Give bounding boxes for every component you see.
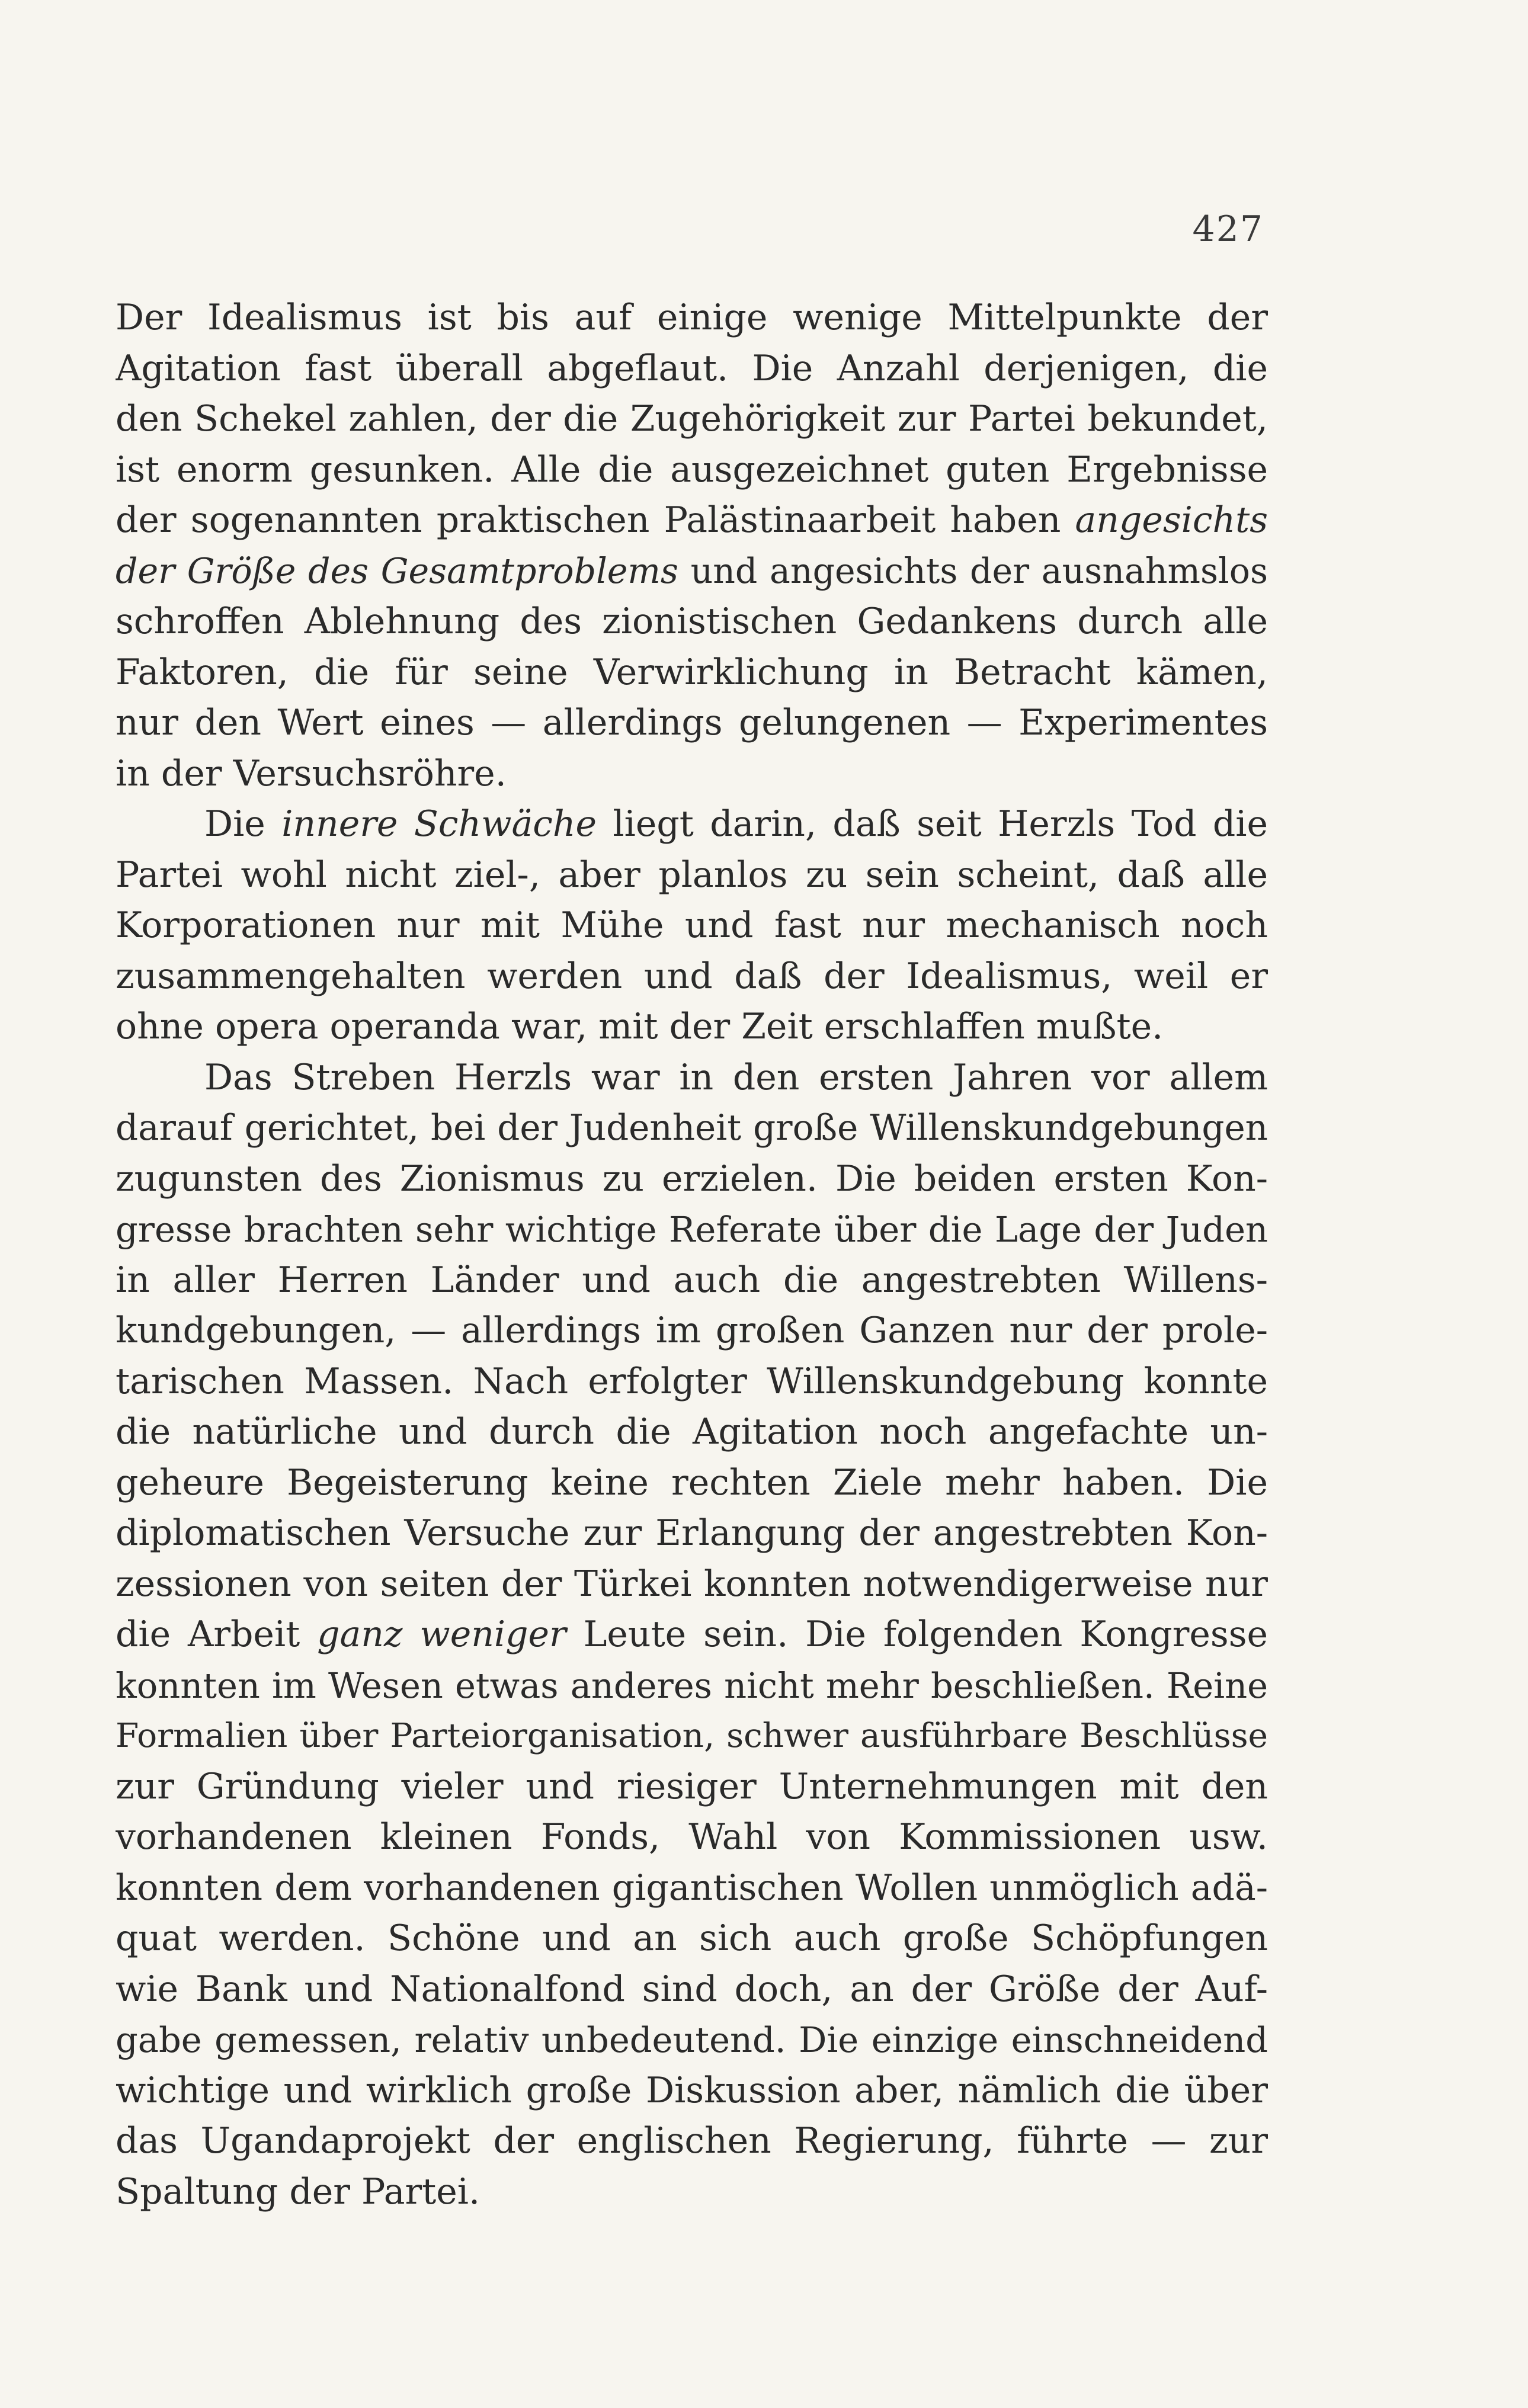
text-segment: Der Idealismus ist bis auf einige wenige Mittelpunkte der	[116, 297, 1268, 338]
page-number: 427	[1192, 209, 1264, 250]
text-segment: zur Gründung vieler und riesiger Unternehmungen mit den	[116, 1765, 1268, 1807]
text-segment: darauf gerichtet, bei der Judenheit große Willenskundgebungen	[116, 1108, 1268, 1149]
text-line	[116, 2015, 1268, 2066]
text-line	[116, 1711, 1268, 1762]
text-line	[116, 445, 1268, 496]
text-segment: den Schekel zahlen, der die Zugehörigkeit zur Partei bekundet,	[116, 398, 1268, 440]
italic-text: ganz weniger	[317, 1614, 566, 1655]
text-segment: Agitation fast überall abgeflaut. Die Anzahl derjenigen, die	[116, 347, 1268, 389]
text-segment: der sogenannten praktischen Palästinaarbeit haben	[116, 499, 1075, 541]
text-segment: tarischen Massen. Nach erfolgter Willenskundgebung konnte	[116, 1360, 1268, 1402]
text-line	[116, 597, 1268, 647]
text-segment: gresse brachten sehr wichtige Referate über die Lage der Juden	[116, 1209, 1268, 1250]
text-segment: schroffen Ablehnung des zionistischen Gedankens durch alle	[116, 601, 1268, 642]
text-segment: in der Versuchsröhre.	[116, 752, 507, 794]
text-line	[116, 900, 1268, 951]
text-line	[116, 1103, 1268, 1154]
text-segment: quat werden. Schöne und an sich auch große Schöpfungen	[116, 1918, 1268, 1959]
text-line	[116, 1863, 1268, 1914]
text-line	[116, 1255, 1268, 1306]
text-segment: liegt darin, daß seit Herzls Tod die	[597, 803, 1268, 845]
text-segment: Die	[204, 803, 282, 845]
italic-text: angesichts	[1075, 499, 1268, 541]
text-segment: diplomatischen Versuche zur Erlangung der angestrebten Kon-	[116, 1512, 1268, 1554]
text-segment: und angesichts der ausnahmslos	[678, 550, 1268, 591]
text-line	[116, 850, 1268, 901]
text-segment: gabe gemessen, relativ unbedeutend. Die einzige einschneidend	[116, 2019, 1268, 2060]
text-segment: Formalien über Parteiorganisation, schwer ausführbare Beschlüsse	[116, 1717, 1268, 1755]
text-line	[116, 293, 1268, 344]
text-line	[116, 1306, 1268, 1357]
text-segment: ist enorm gesunken. Alle die ausgezeichnet guten Ergebnisse	[116, 448, 1268, 490]
body-text	[116, 293, 1268, 2217]
text-segment: zugunsten des Zionismus zu erzielen. Die beiden ersten Kon-	[116, 1157, 1268, 1200]
text-line	[116, 647, 1268, 698]
text-segment: konnten dem vorhandenen gigantischen Wollen unmöglich adä-	[116, 1867, 1268, 1909]
text-segment: geheure Begeisterung keine rechten Ziele mehr haben. Die	[116, 1461, 1268, 1503]
text-line	[116, 495, 1268, 546]
text-line	[116, 2167, 1268, 2218]
text-segment: konnten im Wesen etwas anderes nicht mehr beschließen. Reine	[116, 1665, 1268, 1706]
text-line	[116, 1812, 1268, 1863]
text-line	[116, 2116, 1268, 2167]
text-segment: in aller Herren Länder und auch die angestrebten Willens-	[116, 1259, 1268, 1301]
text-line	[116, 1002, 1268, 1053]
text-line	[116, 1407, 1268, 1458]
text-line	[116, 799, 1268, 850]
text-line	[116, 546, 1268, 597]
text-line	[116, 2066, 1268, 2117]
text-segment: Faktoren, die für seine Verwirklichung in Betracht kämen,	[116, 651, 1268, 693]
text-line	[116, 1964, 1268, 2015]
text-segment: vorhandenen kleinen Fonds, Wahl von Kommissionen usw.	[116, 1816, 1268, 1858]
text-segment: Partei wohl nicht ziel-, aber planlos zu sein scheint, daß alle	[116, 854, 1268, 896]
text-line	[116, 749, 1268, 800]
text-segment: Das Streben Herzls war in den ersten Jahren vor allem	[204, 1056, 1268, 1098]
text-segment: Korporationen nur mit Mühe und fast nur mechanisch noch	[116, 905, 1268, 946]
text-line	[116, 1762, 1268, 1813]
italic-text: innere Schwäche	[281, 803, 597, 845]
text-line	[116, 344, 1268, 395]
text-segment: kundgebungen, — allerdings im großen Ganzen nur der prole-	[116, 1310, 1268, 1351]
text-segment: wichtige und wirklich große Diskussion aber, nämlich die über	[116, 2069, 1268, 2111]
text-line	[116, 1204, 1268, 1255]
text-segment: zessionen von seiten der Türkei konnten notwendigerweise nur	[116, 1563, 1268, 1605]
text-segment: wie Bank und Nationalfond sind doch, an der Größe der Auf-	[116, 1968, 1268, 2010]
text-segment: Leute sein. Die folgenden Kongresse	[566, 1614, 1268, 1655]
text-line	[116, 1660, 1268, 1711]
text-line	[116, 1053, 1268, 1104]
text-segment: die Arbeit	[116, 1614, 318, 1655]
text-line	[116, 1609, 1268, 1660]
text-line	[116, 1154, 1268, 1205]
text-line	[116, 698, 1268, 749]
text-line	[116, 951, 1268, 1002]
italic-text: der Größe des Gesamtproblems	[116, 550, 678, 591]
text-segment: zusammengehalten werden und daß der Idealismus, weil er	[116, 955, 1268, 997]
text-line	[116, 394, 1268, 445]
text-line	[116, 1508, 1268, 1559]
text-segment: ohne opera operanda war, mit der Zeit erschlaffen mußte.	[116, 1006, 1164, 1047]
text-line	[116, 1913, 1268, 1964]
text-line	[116, 1458, 1268, 1509]
text-segment: das Ugandaprojekt der englischen Regierung, führte — zur	[116, 2120, 1268, 2162]
text-segment: die natürliche und durch die Agitation noch angefachte un-	[116, 1411, 1268, 1453]
text-line	[116, 1559, 1268, 1610]
text-segment: Spaltung der Partei.	[116, 2170, 480, 2213]
text-line	[116, 1357, 1268, 1407]
text-segment: nur den Wert eines — allerdings gelungenen — Experimentes	[116, 702, 1268, 743]
